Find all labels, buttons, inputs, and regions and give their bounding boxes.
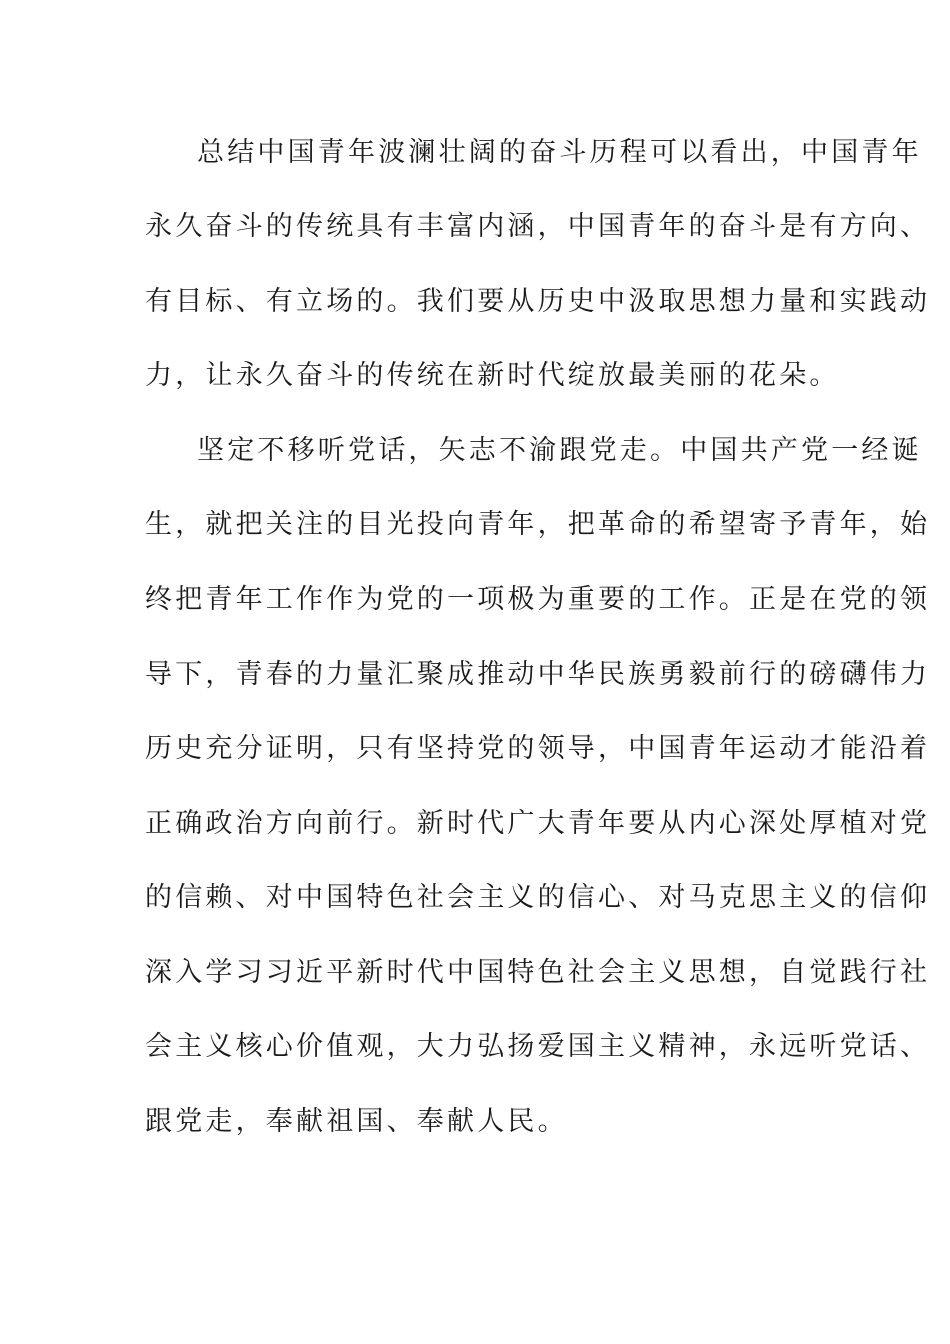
paragraph-line: 会主义核心价值观，大力弘扬爱国主义精神，永远听党话、 [145, 1031, 931, 1062]
paragraph-line: 生，就把关注的目光投向青年，把革命的希望寄予青年，始 [145, 509, 931, 540]
paragraph-line: 总结中国青年波澜壮阔的奋斗历程可以看出，中国青年 [197, 137, 922, 168]
paragraph-line: 正确政治方向前行。新时代广大青年要从内心深处厚植对党 [145, 808, 931, 839]
paragraph-line: 永久奋斗的传统具有丰富内涵，中国青年的奋斗是有方向、 [145, 211, 931, 242]
paragraph-line: 跟党走，奉献祖国、奉献人民。 [145, 1106, 568, 1137]
paragraph-line: 的信赖、对中国特色社会主义的信心、对马克思主义的信仰 [145, 882, 931, 913]
paragraph-line: 坚定不移听党话，矢志不渝跟党走。中国共产党一经诞 [197, 435, 922, 466]
paragraph-line: 历史充分证明，只有坚持党的领导，中国青年运动才能沿着 [145, 733, 931, 764]
paragraph-line: 有目标、有立场的。我们要从历史中汲取思想力量和实践动 [145, 286, 931, 317]
paragraph-line: 深入学习习近平新时代中国特色社会主义思想，自觉践行社 [145, 957, 931, 988]
paragraph-line: 终把青年工作作为党的一项极为重要的工作。正是在党的领 [145, 584, 931, 615]
paragraph-line: 力，让永久奋斗的传统在新时代绽放最美丽的花朵。 [145, 360, 840, 391]
paragraph-line: 导下，青春的力量汇聚成推动中华民族勇毅前行的磅礴伟力 [145, 659, 931, 690]
